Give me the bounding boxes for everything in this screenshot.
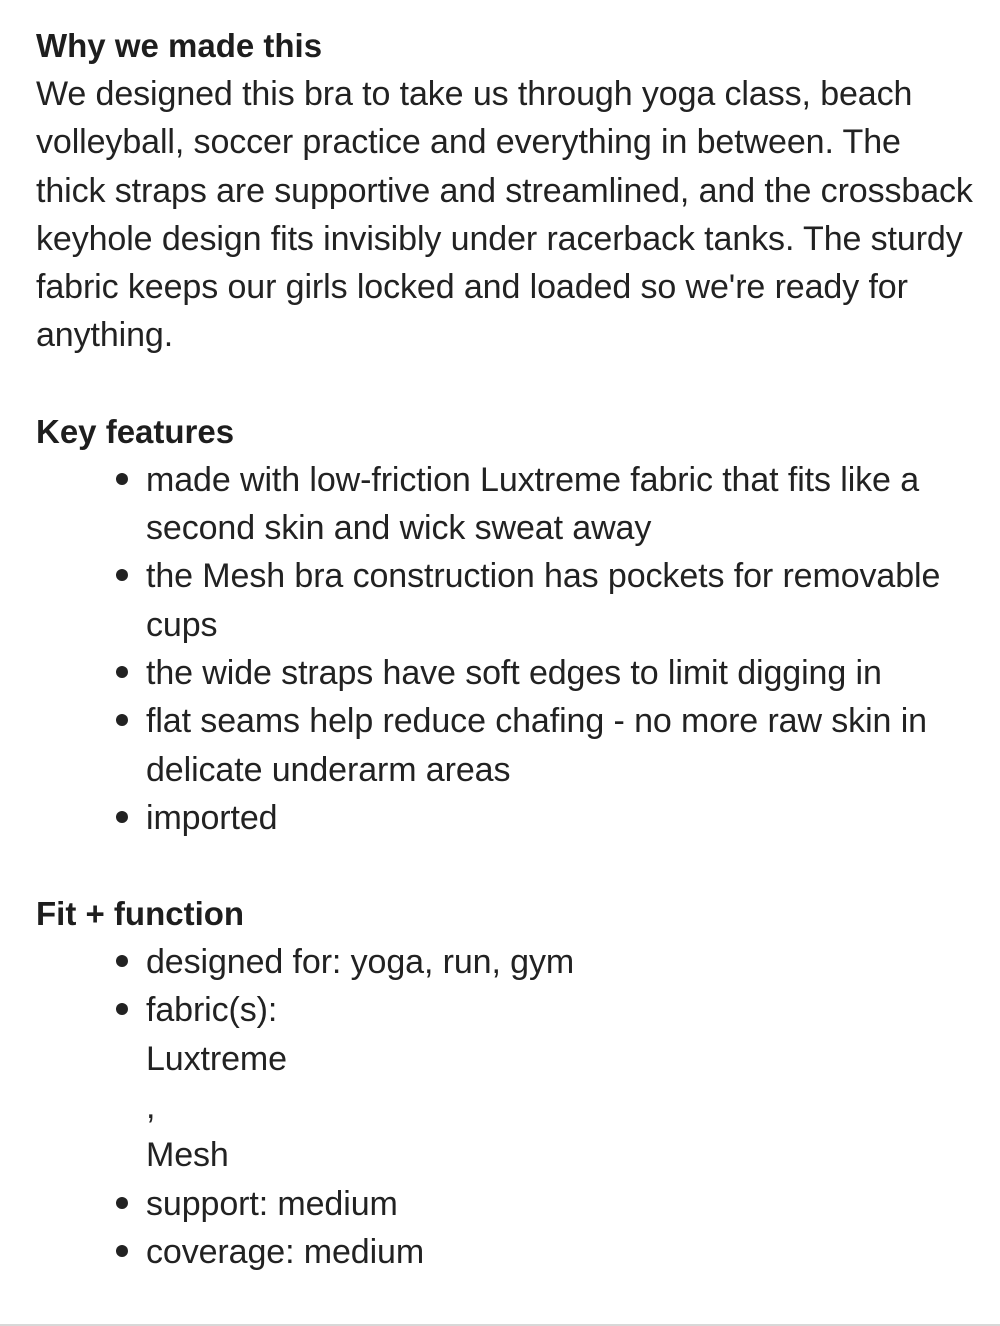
list-item: [36, 1228, 976, 1276]
bullet-icon: [116, 666, 128, 678]
bullet-icon: [116, 955, 128, 967]
bullet-icon: [116, 473, 128, 485]
fabric-mesh: Mesh: [146, 1136, 229, 1175]
fit-function-heading: Fit + function: [36, 895, 245, 933]
spacer: [36, 842, 976, 890]
list-item: [36, 986, 976, 1179]
coverage-text: coverage: medium: [146, 1232, 425, 1271]
list-item: [36, 938, 976, 986]
feature-text: the Mesh bra construction has pockets for removable cups: [146, 557, 941, 644]
bullet-icon: [116, 1197, 128, 1209]
key-features-heading: Key features: [36, 412, 235, 450]
list-item: [36, 456, 976, 553]
feature-text: imported: [146, 798, 278, 837]
bullet-icon: [116, 1003, 128, 1015]
feature-text: made with low-friction Luxtreme fabric that fits like a second skin and wick sweat away: [146, 460, 920, 548]
key-features-list: [36, 456, 976, 842]
list-item: [36, 552, 976, 649]
spacer: [36, 360, 976, 408]
fabric-luxtreme: Luxtreme: [146, 1039, 287, 1078]
bullet-icon: [116, 1245, 128, 1257]
bullet-icon: [116, 811, 128, 823]
list-item: [36, 794, 976, 842]
support-text: support: medium: [146, 1184, 398, 1223]
list-item: [36, 697, 976, 794]
product-details: [36, 22, 976, 1276]
bullet-icon: [116, 569, 128, 581]
list-item: [36, 649, 976, 697]
feature-text: flat seams help reduce chafing - no more raw skin in delicate underarm areas: [146, 702, 927, 789]
why-we-made-this-text: We designed this bra to take us through yoga class, beach volleyball, soccer practice and everything in between. The thick straps are supportive and streamlined, and the crossback keyhole design fits invisibly under racerback tanks. The sturdy fabric keeps our girls locked and loaded so we're ready for anything.: [36, 75, 973, 355]
why-we-made-this-heading: Why we made this: [36, 27, 323, 64]
bullet-icon: [116, 714, 128, 726]
list-item: [36, 1180, 976, 1228]
fabric-separator: ,: [146, 1088, 156, 1127]
fit-function-list: [36, 938, 976, 1276]
designed-for-text: designed for: yoga, run, gym: [146, 943, 575, 982]
fabrics-label: fabric(s):: [146, 991, 278, 1030]
feature-text: the wide straps have soft edges to limit digging in: [146, 653, 882, 692]
